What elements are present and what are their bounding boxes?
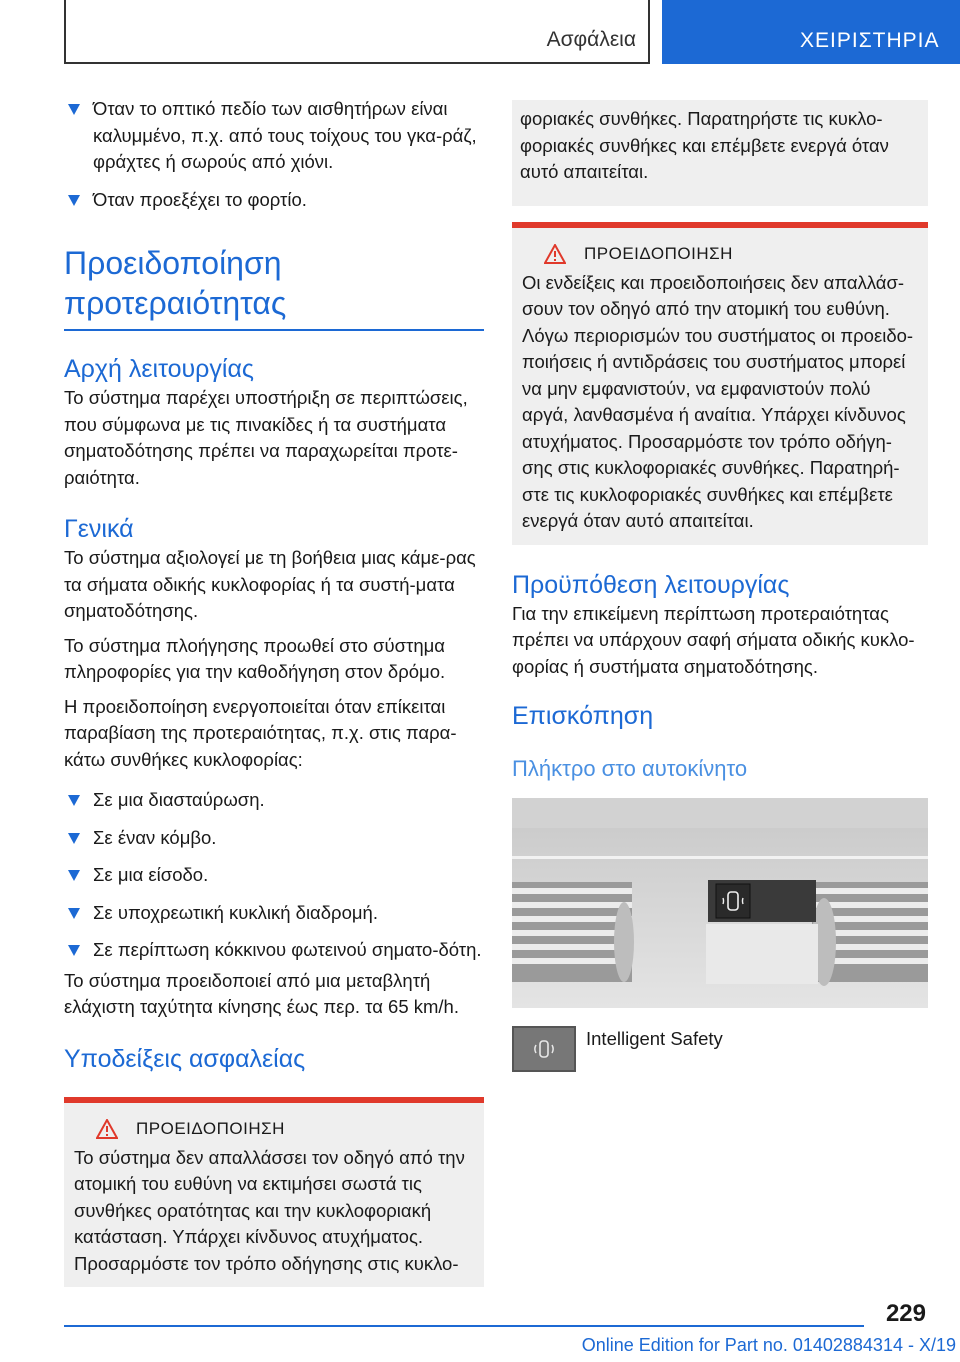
prerequisite-text: Για την επικείμενη περίπτωση προτεραιότητας πρέπει να υπάρχουν σαφή σήματα οδικής κυκλο-φορίας ή συστήματα σηματοδότησης. bbox=[512, 602, 915, 677]
list-item: Σε μια είσοδο. bbox=[64, 862, 484, 889]
bullet-triangle-icon bbox=[68, 104, 80, 115]
warning-box bbox=[512, 222, 928, 545]
bullet-triangle-icon bbox=[68, 870, 80, 881]
heading-prerequisite: Προϋπόθεση λειτουργίας bbox=[512, 570, 790, 599]
list-item: Σε περίπτωση κόκκινου φωτεινού σηματο-δότη. bbox=[64, 937, 484, 964]
list-item: Όταν προεξέχει το φορτίο. bbox=[64, 187, 484, 214]
footer-divider bbox=[64, 1325, 864, 1327]
bullet-triangle-icon bbox=[68, 833, 80, 844]
list-item: Όταν το οπτικό πεδίο των αισθητήρων είναι καλυμμένο, π.χ. από τους τοίχους του γκα-ράζ, φράχτες ή σωρούς από χιόνι. bbox=[64, 96, 484, 176]
warning-triangle-icon bbox=[544, 244, 566, 264]
bullet-triangle-icon bbox=[68, 795, 80, 806]
warning-text: Το σύστημα δεν απαλλάσσει τον οδηγό από την ατομική του ευθύνη να εκτιμήσει σωστά τις συνθήκες ορατότητας και την κυκλοφοριακή κατάσταση. Υπάρχει κίνδυνος ατυχήματος. Προσαρμόστε τον τρόπο οδήγησης στις κυκλο- bbox=[74, 1146, 465, 1274]
general-paragraph-1: Το σύστημα αξιολογεί με τη βοήθεια μιας κάμε-ρας τα σήματα οδικής κυκλοφορίας ή τα συστή-ματα σηματοδότησης. bbox=[64, 547, 476, 621]
list-item: Σε μια διασταύρωση. bbox=[64, 787, 484, 814]
edition-text: Online Edition for Part no. 01402884314 - X/19 bbox=[581, 1335, 956, 1355]
bullet-triangle-icon bbox=[68, 195, 80, 206]
situation-list bbox=[64, 787, 484, 964]
speed-text: Το σύστημα προειδοποιεί από μια μεταβλητή ελάχιστη ταχύτητα κίνησης έως περ. τα 65 km/h. bbox=[64, 969, 459, 1017]
button-legend bbox=[512, 1026, 928, 1072]
heading-safety: Υποδείξεις ασφαλείας bbox=[64, 1044, 306, 1073]
continued-text: φοριακές συνθήκες. Παρατηρήστε τις κυκλο-φοριακές συνθήκες και επέμβετε ενεργά όταν αυτό απαιτείται. bbox=[520, 108, 889, 182]
warning-title: ΠΡΟΕΙΔΟΠΟΙΗΣΗ bbox=[584, 243, 733, 263]
bullet-triangle-icon bbox=[68, 908, 80, 919]
right-column bbox=[512, 100, 928, 1072]
dashboard-vents-image bbox=[512, 798, 928, 1008]
principle-text: Το σύστημα παρέχει υποστήριξη σε περιπτώσεις, που σύμφωνα με τις πινακίδες ή τα συστήματα σηματοδότησης πρέπει να παραχωρείται προτε-ραιότητα. bbox=[64, 387, 468, 488]
list-item: Σε υποχρεωτική κυκλική διαδρομή. bbox=[64, 900, 484, 927]
warning-title: ΠΡΟΕΙΔΟΠΟΙΗΣΗ bbox=[136, 1118, 285, 1138]
warning-text: Οι ενδείξεις και προειδοποιήσεις δεν απαλλάσ-σουν τον οδηγό από την ατομική του ευθύνη. Λόγω περιορισμών του συστήματος οι προειδο-ποιήσεις ή αντιδράσεις του συστήματος μπορεί να μην εμφανιστούν, να εμφανιστούν πολύ αργά, λανθασμένα ή αναίτια. Υπάρχει κίνδυνος ατυχήματος. Προσαρμόστε τον τρόπο οδήγη-σης στις κυκλοφοριακές συνθήκες. Παρατηρή-στε τις κυκλοφοριακές συνθήκες και επέμβετε ενεργά όταν αυτό απαιτείται. bbox=[522, 271, 914, 531]
heading-overview: Επισκόπηση bbox=[512, 702, 654, 730]
heading-principle: Αρχή λειτουργίας bbox=[64, 355, 254, 383]
general-paragraph-3: Η προειδοποίηση ενεργοποιείται όταν επίκειται παραβίαση της προτεραιότητας, π.χ. στις παρα-κάτω συνθήκες κυκλοφορίας: bbox=[64, 695, 457, 770]
warning-triangle-icon bbox=[96, 1119, 118, 1139]
list-item: Σε έναν κόμβο. bbox=[64, 825, 484, 852]
footer-edition bbox=[300, 1335, 960, 1356]
heading-button-in-car: Πλήκτρο στο αυτοκίνητο bbox=[512, 756, 748, 781]
warning-box bbox=[64, 1097, 484, 1288]
warning-continuation bbox=[512, 100, 928, 206]
page-header bbox=[0, 0, 960, 66]
chapter-tab[interactable]: ΧΕΙΡΙΣΤΗΡΙΑ bbox=[662, 0, 960, 64]
left-column bbox=[64, 96, 484, 1287]
page-number: 229 bbox=[885, 1300, 926, 1327]
sensor-limit-list bbox=[64, 96, 484, 213]
section-frame bbox=[64, 0, 650, 64]
general-paragraph-2: Το σύστημα πλοήγησης προωθεί στο σύστημα πληροφορίες για την καθοδήγηση στον δρόμο. bbox=[64, 634, 446, 682]
button-label: Intelligent Safety bbox=[586, 1028, 723, 1049]
chapter-heading: Προειδοποίηση προτεραιότητας bbox=[64, 243, 484, 331]
dashboard-photo bbox=[512, 798, 928, 1008]
section-title: Ασφάλεια bbox=[546, 28, 636, 51]
bullet-triangle-icon bbox=[68, 945, 80, 956]
intelligent-safety-button-icon bbox=[512, 1026, 576, 1072]
heading-general: Γενικά bbox=[64, 515, 134, 543]
